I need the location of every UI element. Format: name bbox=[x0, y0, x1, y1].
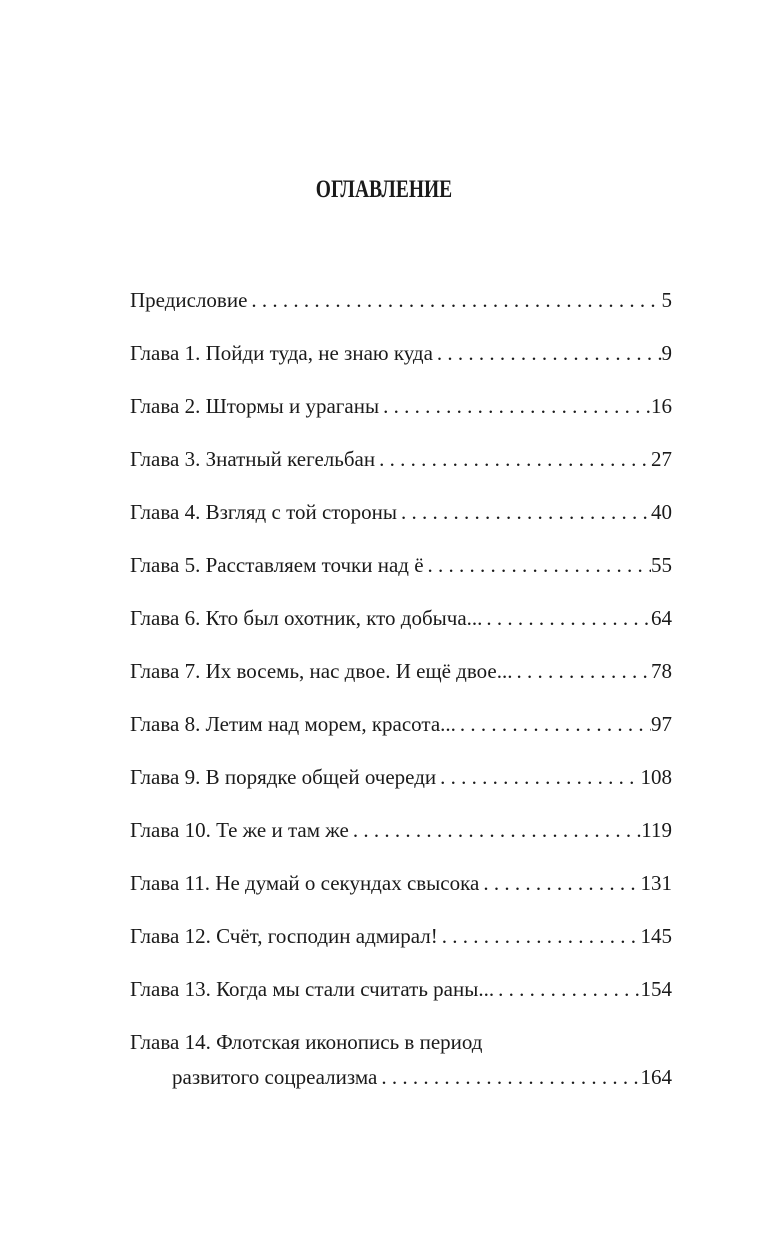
dot-leader bbox=[456, 714, 651, 735]
dot-leader bbox=[436, 767, 640, 788]
toc-entry-title: Глава 10. Те же и там же bbox=[130, 818, 349, 842]
toc-entry[interactable] bbox=[130, 762, 672, 815]
toc-entry-page: 78 bbox=[651, 659, 672, 683]
toc-entry-title: Глава 5. Расставляем точки над ё bbox=[130, 553, 424, 577]
toc-entry-page: 40 bbox=[651, 500, 672, 524]
page-title: ОГЛАВЛЕНИЕ bbox=[315, 176, 453, 203]
toc-entry-title: Глава 14. Флотская иконопись в период bbox=[130, 1030, 483, 1054]
toc-entry-page: 131 bbox=[640, 871, 672, 895]
dot-leader bbox=[397, 502, 651, 523]
dot-leader bbox=[494, 979, 640, 1000]
toc-entry-title: Глава 9. В порядке общей очереди bbox=[130, 765, 437, 789]
toc-entry-page: 64 bbox=[651, 606, 672, 630]
toc-entry-title-continuation: развитого соцреализма bbox=[172, 1065, 378, 1089]
toc-entry[interactable] bbox=[130, 285, 672, 338]
toc-entry[interactable] bbox=[130, 391, 672, 444]
dot-leader bbox=[379, 396, 651, 417]
toc-entry-title: Предисловие bbox=[130, 288, 248, 312]
toc-entry-page: 164 bbox=[640, 1065, 672, 1089]
toc-entry[interactable] bbox=[130, 815, 672, 868]
dot-leader bbox=[482, 608, 651, 629]
toc-entry[interactable] bbox=[130, 550, 672, 603]
toc-entry-page: 145 bbox=[640, 924, 672, 948]
dot-leader bbox=[375, 449, 651, 470]
toc-entry-title: Глава 4. Взгляд с той стороны bbox=[130, 500, 398, 524]
toc-entry-title: Глава 13. Когда мы стали считать раны... bbox=[130, 977, 495, 1001]
dot-leader bbox=[377, 1067, 640, 1088]
toc-entry[interactable] bbox=[130, 709, 672, 762]
toc-entry[interactable] bbox=[130, 1027, 672, 1088]
toc-entry-page: 55 bbox=[651, 553, 672, 577]
toc-entry-title: Глава 11. Не думай о секундах свысока bbox=[130, 871, 480, 895]
toc-entry-title: Глава 7. Их восемь, нас двое. И ещё двое... bbox=[130, 659, 513, 683]
dot-leader bbox=[512, 661, 651, 682]
toc-entry-title: Глава 8. Летим над морем, красота... bbox=[130, 712, 456, 736]
toc-entry-page: 108 bbox=[640, 765, 672, 789]
toc-entry[interactable] bbox=[130, 921, 672, 974]
toc-entry-page: 9 bbox=[661, 341, 672, 365]
dot-leader bbox=[247, 290, 661, 311]
dot-leader bbox=[349, 820, 641, 841]
toc-entry-page: 97 bbox=[651, 712, 672, 736]
toc-entry-page: 154 bbox=[640, 977, 672, 1001]
dot-leader bbox=[433, 343, 662, 364]
toc-entry[interactable] bbox=[130, 603, 672, 656]
toc-entry-page: 16 bbox=[651, 394, 672, 418]
table-of-contents bbox=[130, 285, 672, 1088]
toc-entry[interactable] bbox=[130, 444, 672, 497]
toc-entry-title: Глава 1. Пойди туда, не знаю куда bbox=[130, 341, 433, 365]
dot-leader bbox=[479, 873, 640, 894]
dot-leader bbox=[438, 926, 641, 947]
toc-entry[interactable] bbox=[130, 974, 672, 1027]
toc-entry[interactable] bbox=[130, 338, 672, 391]
dot-leader bbox=[424, 555, 651, 576]
toc-entry-title: Глава 12. Счёт, господин адмирал! bbox=[130, 924, 438, 948]
toc-entry-page: 27 bbox=[651, 447, 672, 471]
toc-entry-title: Глава 6. Кто был охотник, кто добыча... bbox=[130, 606, 483, 630]
toc-entry[interactable] bbox=[130, 497, 672, 550]
toc-entry[interactable] bbox=[130, 656, 672, 709]
toc-entry-page: 119 bbox=[641, 818, 672, 842]
toc-entry-title: Глава 3. Знатный кегельбан bbox=[130, 447, 376, 471]
toc-entry-page: 5 bbox=[661, 288, 672, 312]
toc-entry[interactable] bbox=[130, 868, 672, 921]
toc-entry-title: Глава 2. Штормы и ураганы bbox=[130, 394, 380, 418]
